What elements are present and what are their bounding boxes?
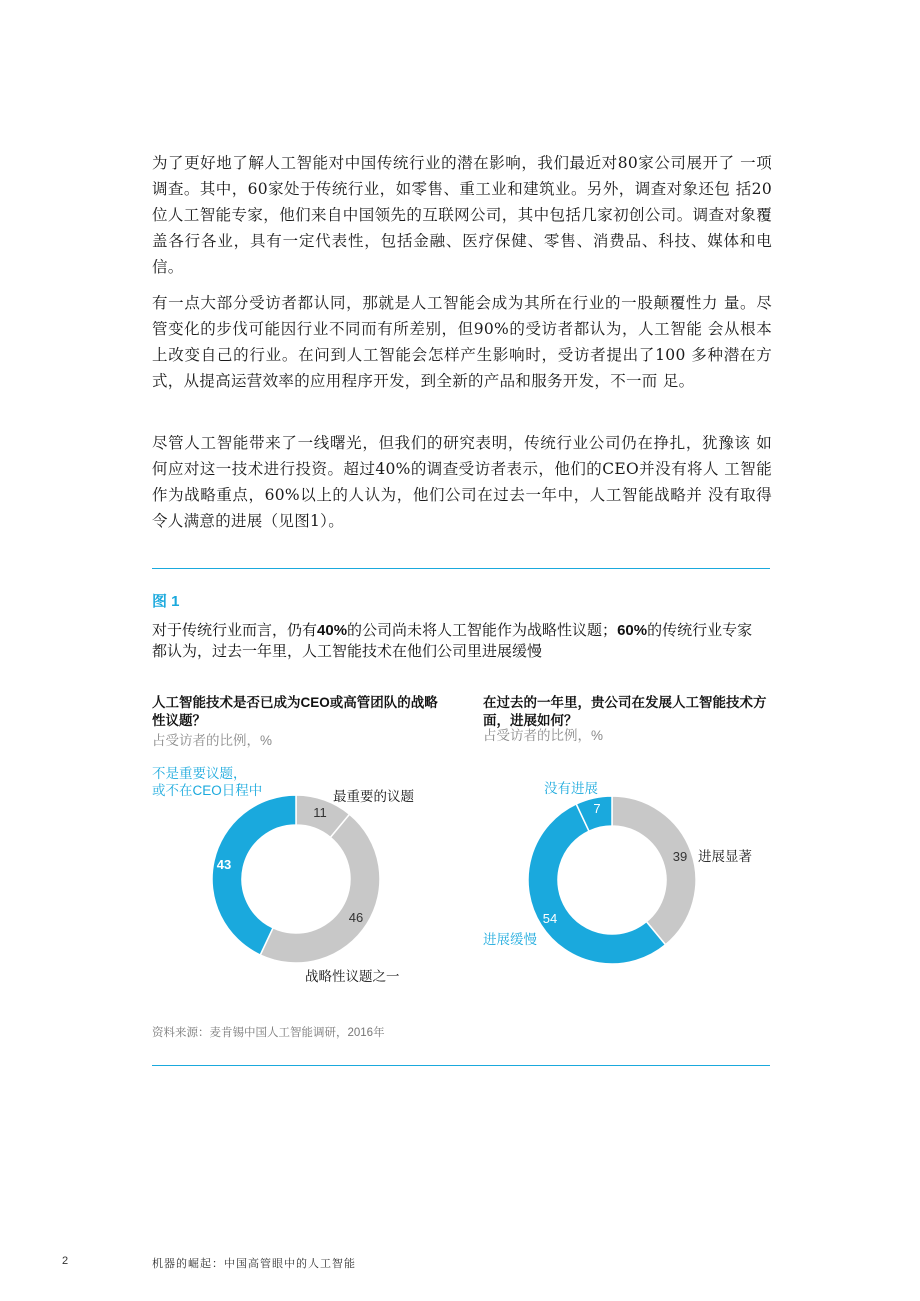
donut-slice-1 (260, 814, 380, 963)
chart2-question: 在过去的一年里，贵公司在发展人工智能技术方面，进展如何？ (483, 695, 767, 728)
chart1-question: 人工智能技术是否已成为CEO或高管团队的战略性议题？ (152, 695, 438, 728)
body-paragraph-1: 为了更好地了解人工智能对中国传统行业的潜在影响，我们最近对80家公司展开了 一项调查。其中，60家处于传统行业，如零售、重工业和建筑业。另外，调查对象还包 括20位人工智能专家，他们来自中国领先的互联网公司，其中包括几家初创公司。调查对象覆盖各行各业，具有一定代表性，包括金融、医疗保健、零售、消费品、科技、媒体和电信。 (152, 154, 772, 276)
body-paragraph-2: 有一点大部分受访者都认同，那就是人工智能会成为其所在行业的一股颠覆性力 量。尽管变化的步伐可能因行业不同而有所差别，但90%的受访者都认为，人工智能 会从根本上改变自己的行业。在问到人工智能会怎样产生影响时，受访者提出了100 多种潜在方式，从提高运营效率的应用程序开发，到全新的产品和服务开发，不一而 足。 (152, 294, 772, 390)
donut-slice-0 (612, 796, 696, 945)
chart2-subtitle: 占受访者的比例，% (483, 728, 604, 743)
donut-value-2: 43 (216, 857, 232, 872)
figure-top-rule (152, 568, 770, 569)
chart1-label-most-important: 最重要的议题 (333, 789, 414, 804)
chart2-donut (528, 796, 696, 964)
chart2-label-no-progress: 没有进展 (544, 781, 598, 796)
figure-bottom-rule (152, 1065, 770, 1066)
chart2-label-slow: 进展缓慢 (483, 932, 537, 947)
chart1-subtitle: 占受访者的比例，% (152, 733, 273, 748)
figure-source: 资料来源：麦肯锡中国人工智能调研，2016年 (152, 1027, 385, 1039)
donut-value-0: 11 (313, 805, 327, 820)
chart1-label-not-important-1: 不是重要议题， (152, 766, 247, 781)
footer-title: 机器的崛起：中国高管眼中的人工智能 (152, 1257, 356, 1270)
donut-value-1: 46 (348, 910, 364, 925)
page-number: 2 (62, 1255, 69, 1267)
chart1-donut (212, 795, 380, 963)
chart1-label-strategic: 战略性议题之一 (305, 969, 400, 984)
chart1-label-not-important-2: 或不在CEO日程中 (152, 783, 263, 798)
donut-value-0: 39 (672, 849, 688, 864)
figure-label: 图 1 (152, 593, 180, 610)
donut-value-2: 7 (593, 801, 601, 816)
chart2-label-significant: 进展显著 (698, 849, 752, 864)
body-paragraph-3: 尽管人工智能带来了一线曙光，但我们的研究表明，传统行业公司仍在挣扎，犹豫该 如何应对这一技术进行投资。超过40%的调查受访者表示，他们的CEO并没有将人 工智能作为战略重点，60%以上的人认为，他们公司在过去一年中，人工智能战略并 没有取得令人满意的进展（见图1）。 (152, 434, 772, 530)
donut-value-1: 54 (542, 911, 558, 926)
figure-title: 对于传统行业而言，仍有40%的公司尚未将人工智能作为战略性议题；60%的传统行业专家都认为，过去一年里，人工智能技术在他们公司里进展缓慢 (152, 622, 753, 660)
